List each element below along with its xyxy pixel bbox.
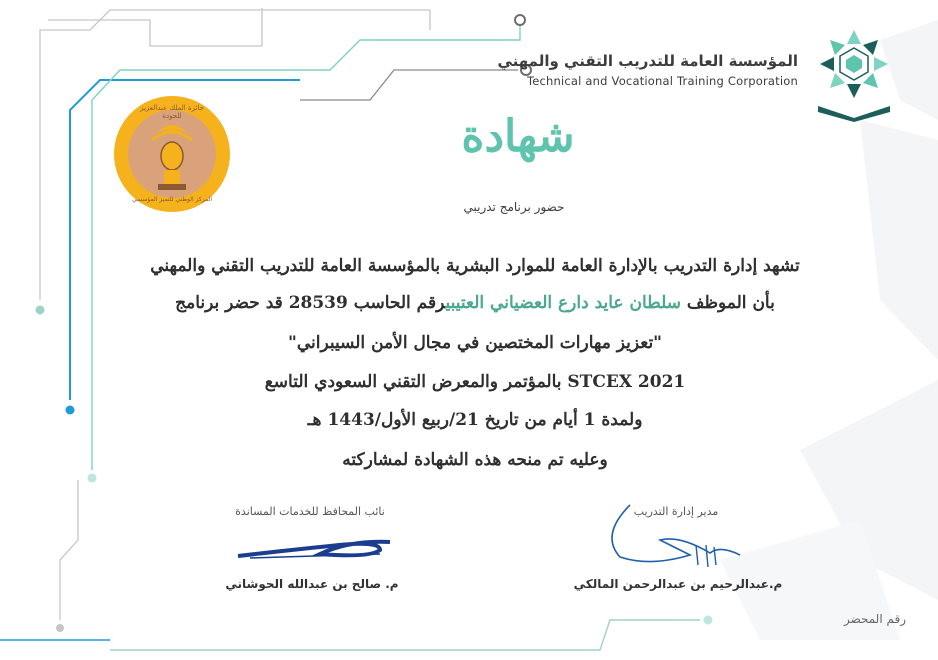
left-signature (230, 520, 400, 570)
certificate-line-1: تشهد إدارة التدريب بالإدارة العامة للموارد البشرية بالمؤسسة العامة للتدريب التقني والمهني (150, 256, 800, 276)
certificate-subtitle: حضور برنامج تدريبي (463, 200, 565, 214)
line-2-suffix: رقم الحاسب 28539 قد حضر برنامج (175, 293, 446, 313)
program-name: "تعزيز مهارات المختصين في مجال الأمن السيبراني" (287, 333, 663, 353)
organization-name-block (497, 52, 798, 88)
badge-text-bottom: المركز الوطني للتميز المؤسسي (131, 196, 212, 203)
certificate-title: شهادة (461, 111, 575, 162)
line-2-prefix: بأن الموظف (686, 293, 775, 313)
right-signatory-role: مدير إدارة التدريب (633, 505, 719, 518)
organization-name-ar: المؤسسة العامة للتدريب التقني والمهني (497, 52, 798, 70)
left-signatory-role: نائب المحافظ للخدمات المساندة (235, 505, 385, 518)
badge-text-top: جائزة الملك عبدالعزيز للجودة (140, 104, 204, 120)
record-number-label: رقم المحضر (843, 612, 906, 626)
organization-name-en: Technical and Vocational Training Corporation (526, 74, 798, 88)
right-signatory-name: م.عبدالرحيم بن عبدالرحمن المالكي (573, 577, 783, 591)
certificate-line-6: وعليه تم منحه هذه الشهادة لمشاركته (342, 450, 608, 470)
employee-name: سلطان عايد دارع العضياني العتيبي (445, 293, 681, 313)
certificate-line-2 (120, 293, 830, 313)
right-signature (590, 495, 760, 575)
left-signatory-name: م. صالح بن عبدالله الحوشاني (225, 577, 399, 591)
badge-text (112, 94, 232, 214)
certificate-line-5: ولمدة 1 أيام من تاريخ 21/ربيع الأول/1443 هـ (307, 410, 643, 430)
tvtc-logo (810, 22, 898, 122)
certificate-line-4: STCEX 2021 بالمؤتمر والمعرض التقني السعودي التاسع (264, 372, 686, 392)
